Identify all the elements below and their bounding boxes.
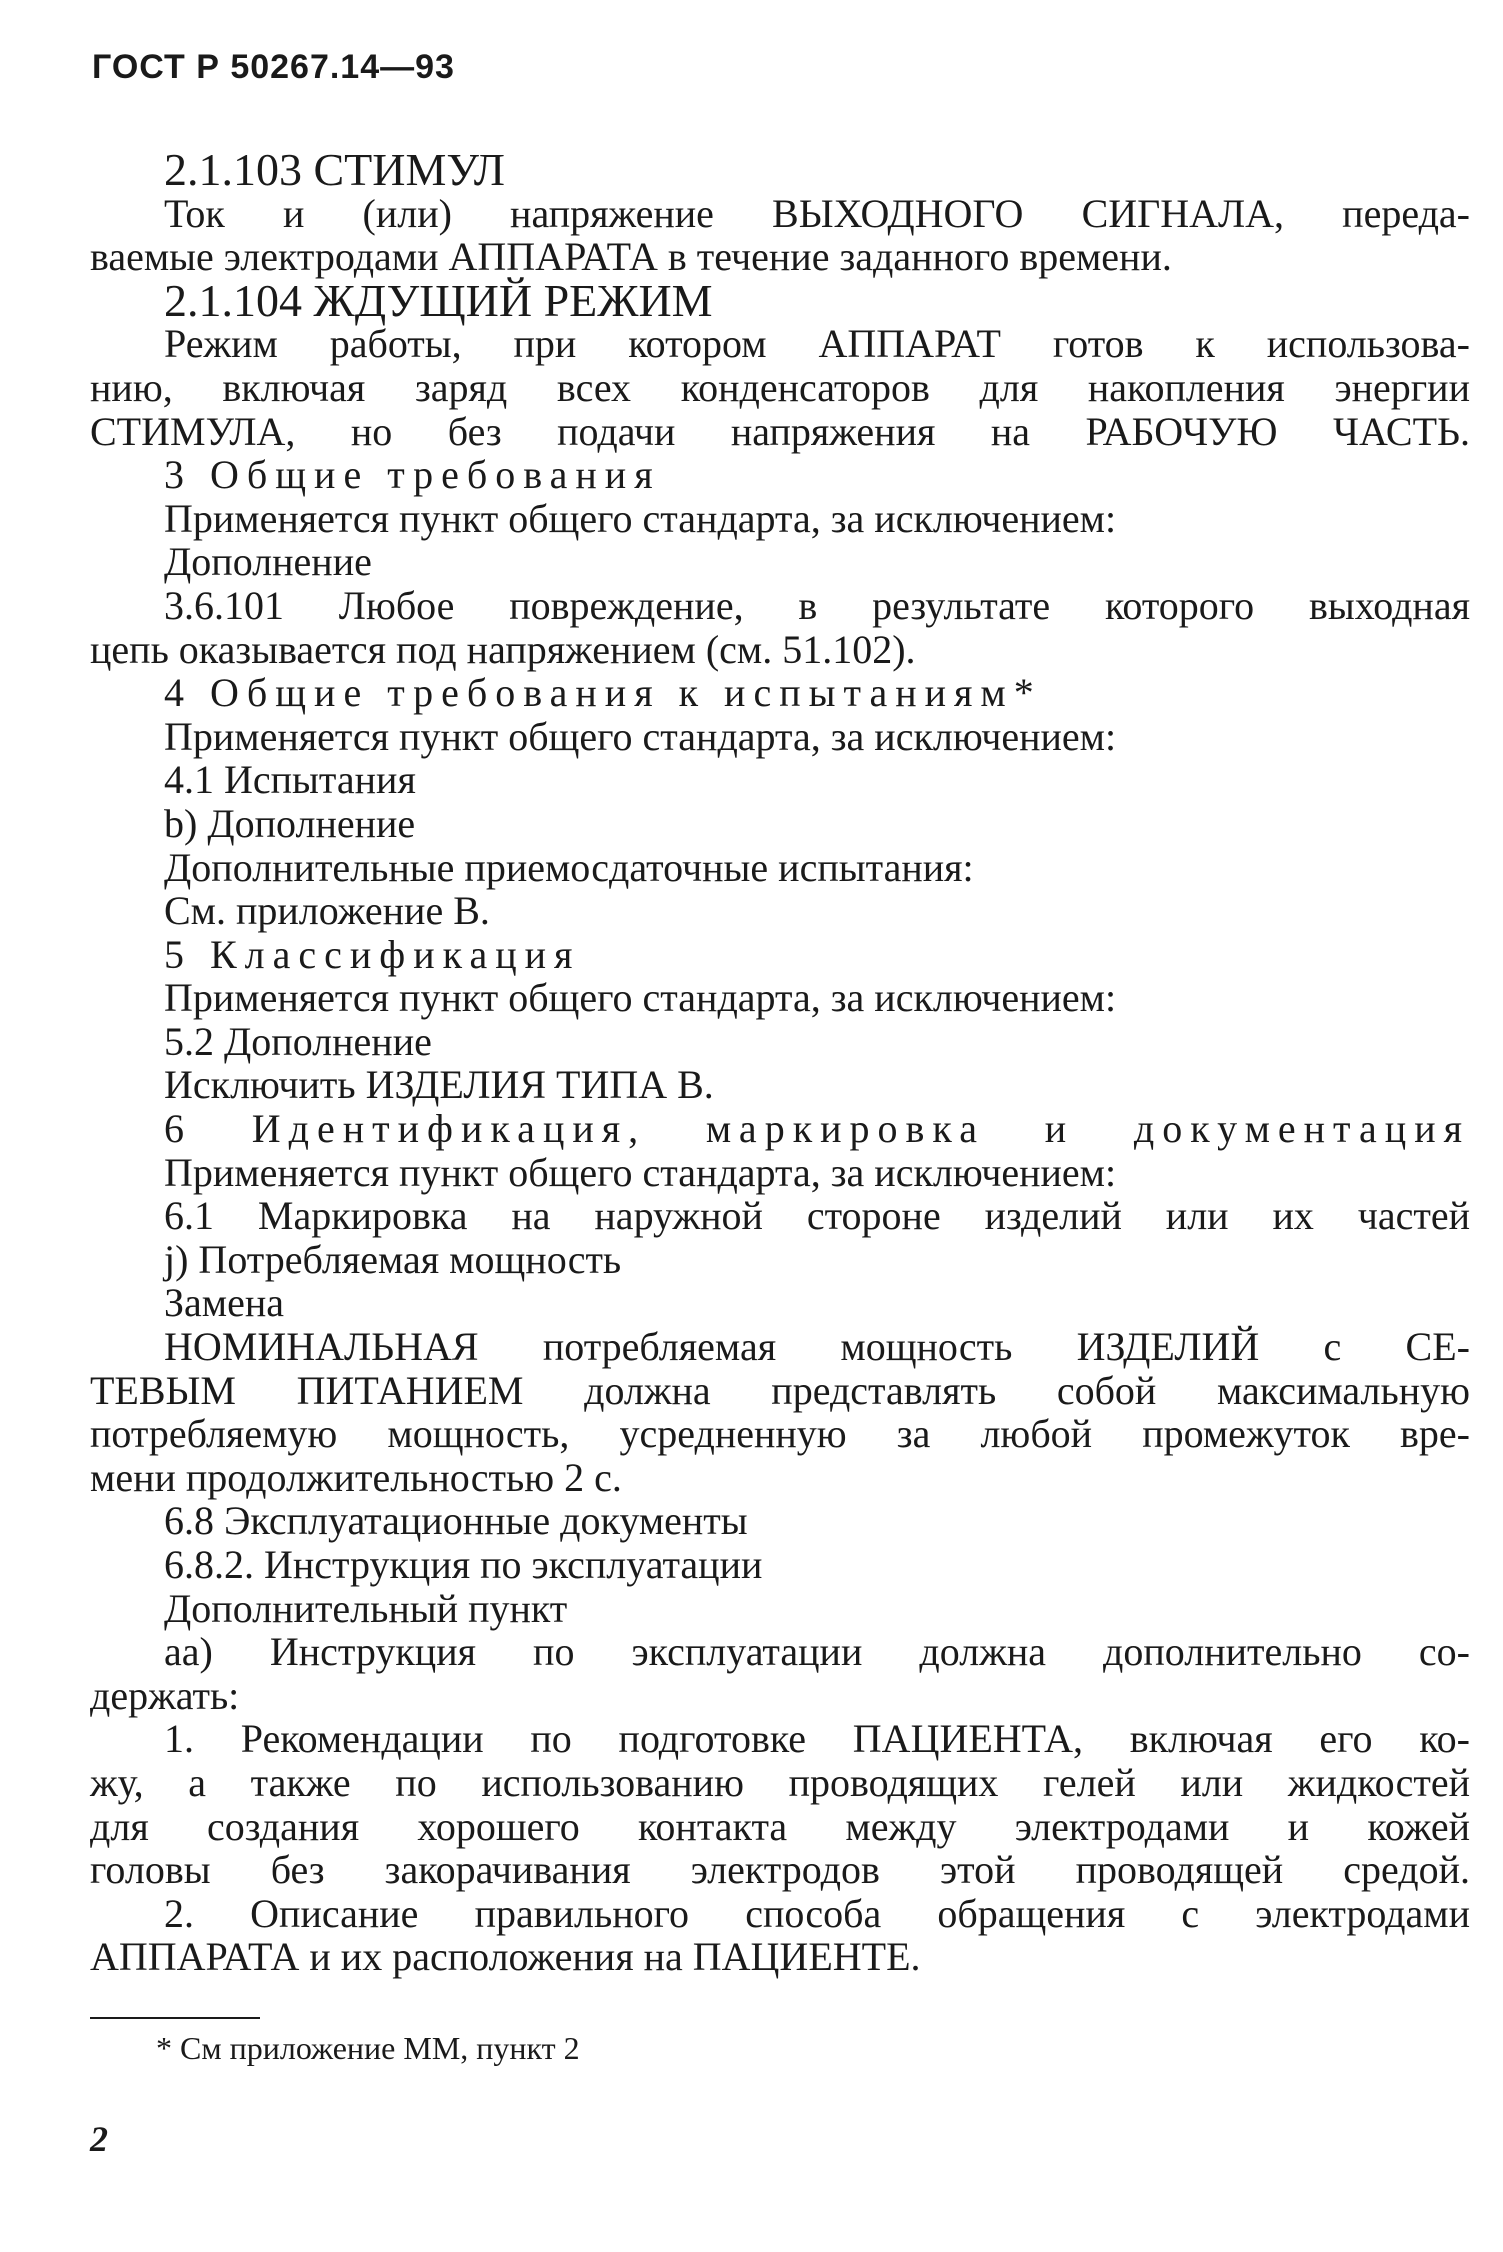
paragraph-line: Применяется пункт общего стандарта, за исключением: (164, 713, 1117, 759)
section-heading: 6 Идентификация, маркировка и документация (164, 1106, 1470, 1152)
paragraph-line: Дополнение (164, 539, 372, 585)
paragraph-line: 3.6.101 Любое повреждение, в результате которого выходная (164, 582, 1470, 628)
paragraph-line: 5.2 Дополнение (164, 1018, 432, 1064)
paragraph-line: цепь оказывается под напряжением (см. 51.102). (90, 626, 916, 672)
paragraph-line: мени продолжительностью 2 с. (90, 1454, 622, 1500)
paragraph-line: держать: (90, 1672, 240, 1718)
paragraph-line: потребляемую мощность, усредненную за любой промежуток вре- (90, 1411, 1470, 1457)
paragraph-line: для создания хорошего контакта между электродами и кожей (90, 1803, 1470, 1849)
footnote: * См приложение ММ, пункт 2 (156, 2030, 580, 2066)
paragraph-line: b) Дополнение (164, 800, 416, 846)
paragraph-line: НОМИНАЛЬНАЯ потребляемая мощность ИЗДЕЛИЙ с СЕ- (164, 1324, 1470, 1370)
paragraph-line: Режим работы, при котором АППАРАТ готов к использова- (164, 321, 1470, 367)
paragraph-line: Применяется пункт общего стандарта, за исключением: (164, 1149, 1117, 1195)
paragraph-line: нию, включая заряд всех конденсаторов для накопления энергии (90, 364, 1470, 410)
paragraph-line: аа) Инструкция по эксплуатации должна дополнительно со- (164, 1629, 1470, 1675)
section-heading: 3 Общие требования (164, 452, 661, 498)
paragraph-line: ТЕВЫМ ПИТАНИЕМ должна представлять собой максимальную (90, 1367, 1470, 1413)
paragraph-line: 1. Рекомендации по подготовке ПАЦИЕНТА, включая его ко- (164, 1716, 1470, 1762)
paragraph-line: Ток и (или) напряжение ВЫХОДНОГО СИГНАЛА, переда- (164, 190, 1470, 236)
paragraph-line: ваемые электродами АППАРАТА в течение заданного времени. (90, 234, 1172, 280)
paragraph-line: Применяется пункт общего стандарта, за исключением: (164, 975, 1117, 1021)
section-heading: 5 Классификация (164, 931, 581, 977)
term-heading: 2.1.103 СТИМУЛ (164, 144, 505, 195)
paragraph-line: головы без закорачивания электродов этой проводящей средой. (90, 1847, 1470, 1893)
paragraph-line: Дополнительные приемосдаточные испытания: (164, 844, 974, 890)
section-heading: 4 Общие требования к испытаниям* (164, 670, 1042, 716)
paragraph-line: Дополнительный пункт (164, 1585, 568, 1631)
paragraph-line: j) Потребляемая мощность (164, 1236, 622, 1282)
page-header: ГОСТ Р 50267.14—93 (92, 48, 455, 86)
paragraph-line: Применяется пункт общего стандарта, за исключением: (164, 495, 1117, 541)
footnote-divider (90, 2017, 260, 2019)
paragraph-line: 6.1 Маркировка на наружной стороне изделий или их частей (164, 1193, 1470, 1239)
paragraph-line: АППАРАТА и их расположения на ПАЦИЕНТЕ. (90, 1934, 921, 1980)
term-heading: 2.1.104 ЖДУЩИЙ РЕЖИМ (164, 274, 713, 326)
paragraph-line: 4.1 Испытания (164, 757, 416, 803)
document-body (90, 144, 1470, 1980)
paragraph-line: 2. Описание правильного способа обращения с электродами (164, 1890, 1470, 1936)
paragraph-line: СТИМУЛА, но без подачи напряжения на РАБОЧУЮ ЧАСТЬ. (90, 408, 1470, 454)
paragraph-line: 6.8 Эксплуатационные документы (164, 1498, 748, 1544)
paragraph-line: Исключить ИЗДЕЛИЯ ТИПА В. (164, 1062, 714, 1108)
page-number: 2 (90, 2119, 108, 2159)
paragraph-line: 6.8.2. Инструкция по эксплуатации (164, 1542, 763, 1587)
paragraph-line: См. приложение В. (164, 888, 490, 934)
paragraph-line: жу, а также по использованию проводящих гелей или жидкостей (90, 1759, 1470, 1805)
paragraph-line: Замена (164, 1280, 285, 1326)
